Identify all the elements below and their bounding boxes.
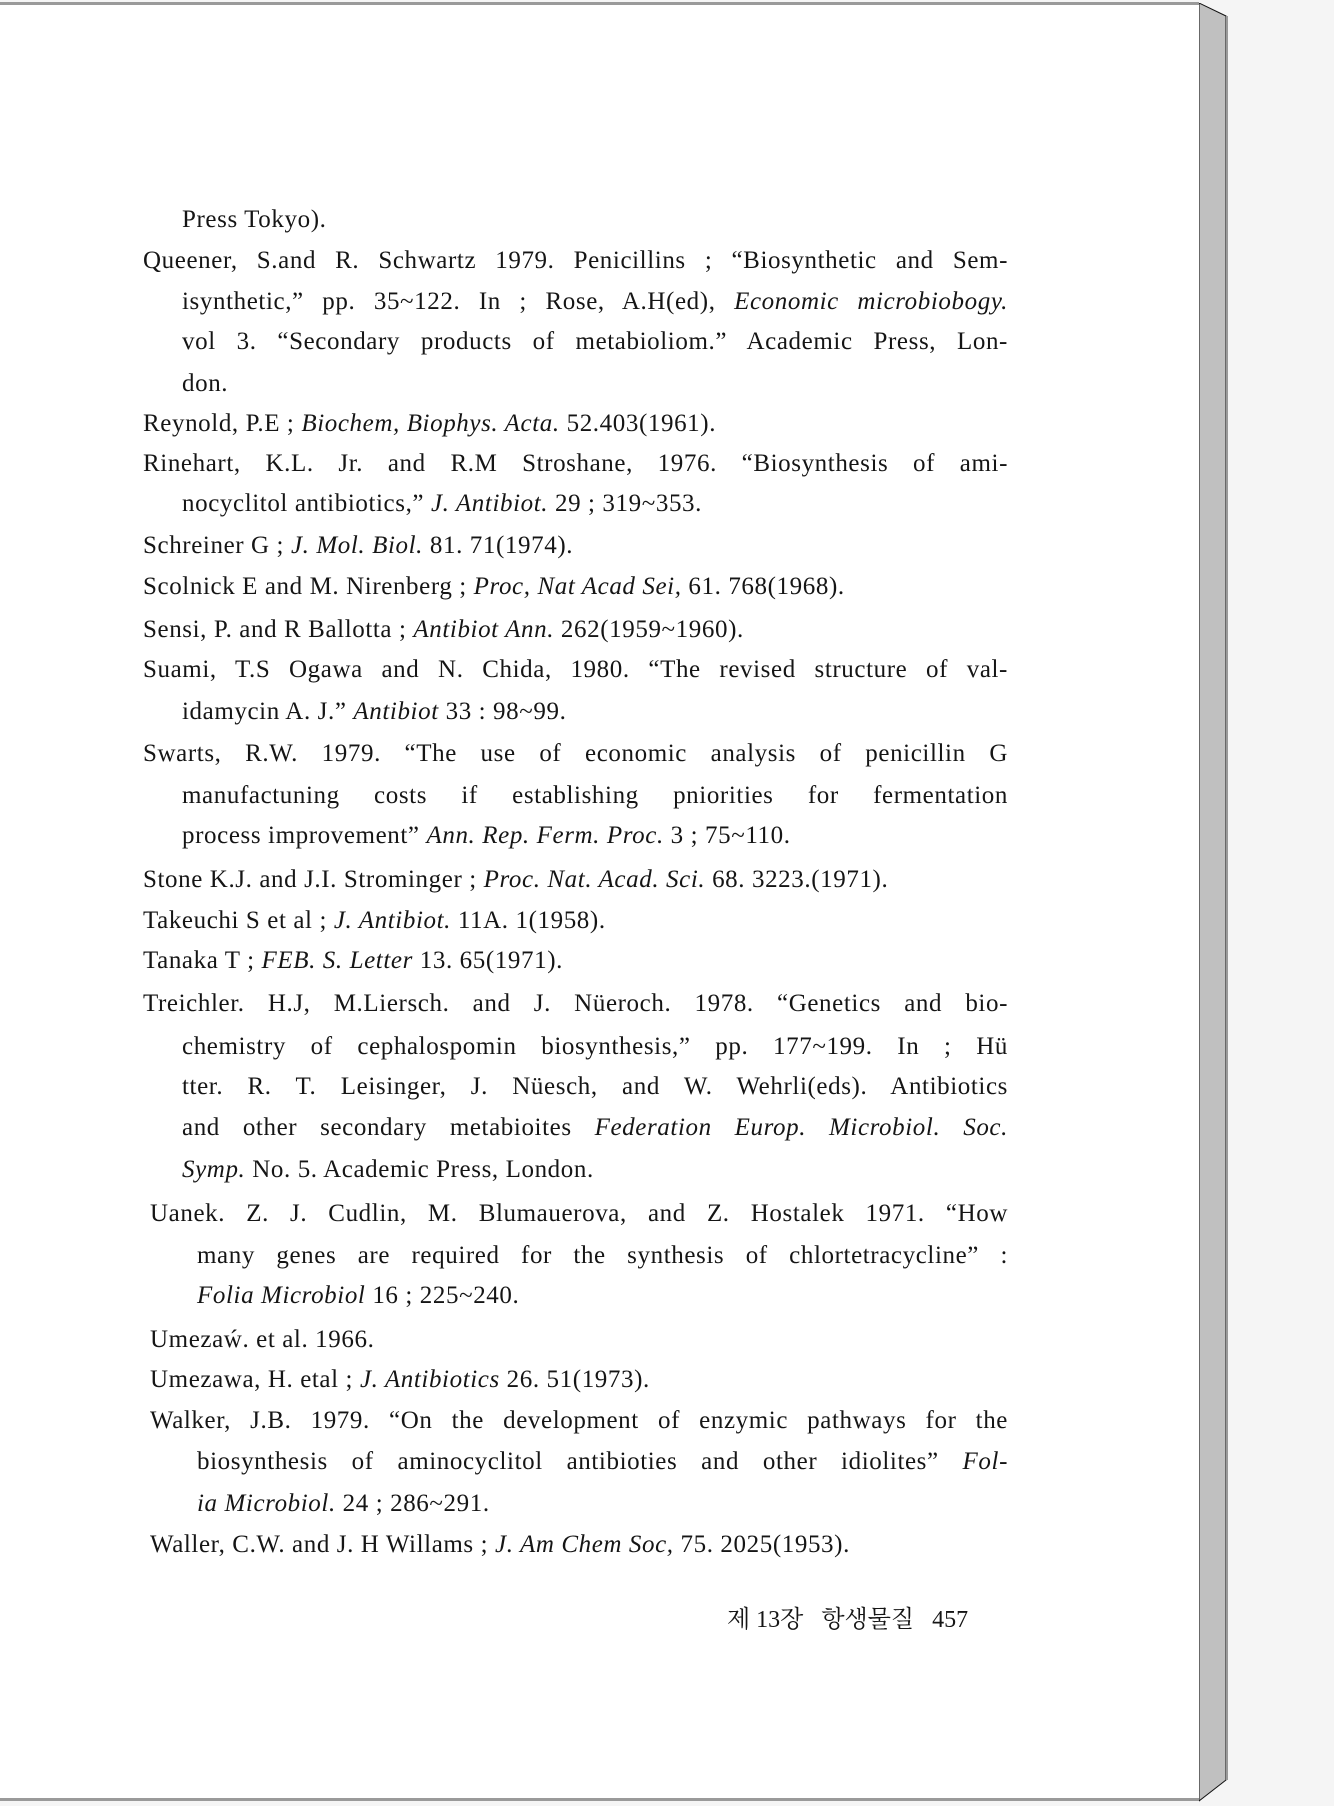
reference-text: Sensi, P. and R Ballotta ; bbox=[143, 616, 414, 643]
reference-text: idamycin A. J.” bbox=[182, 698, 354, 725]
reference-text: Reynold, P.E ; bbox=[143, 410, 302, 437]
reference-line bbox=[182, 697, 566, 727]
reference-text: isynthetic,” pp. 35~122. In ; Rose, A.H(ed), bbox=[182, 288, 735, 315]
journal-title: J. Antibiot. bbox=[430, 490, 549, 517]
reference-text: biosynthesis of aminocyclitol antibioties and other idiolites” bbox=[197, 1448, 963, 1475]
reference-line bbox=[182, 205, 326, 235]
reference-text: manufactuning costs if establishing pniorities for fermentation bbox=[182, 782, 1008, 809]
reference-text: Press Tokyo). bbox=[182, 206, 327, 233]
reference-line bbox=[143, 449, 1008, 479]
reference-line bbox=[197, 1241, 1008, 1271]
reference-text: Umezawa, H. etal ; bbox=[150, 1366, 360, 1393]
reference-line bbox=[143, 989, 1008, 1019]
reference-line bbox=[197, 1281, 519, 1311]
reference-text: 75. 2025(1953). bbox=[673, 1531, 850, 1558]
reference-text: 16 ; 225~240. bbox=[365, 1282, 520, 1309]
reference-line bbox=[150, 1365, 650, 1395]
reference-text: 29 ; 319~353. bbox=[548, 490, 703, 517]
reference-line bbox=[182, 369, 228, 399]
reference-text: No. 5. Academic Press, London. bbox=[245, 1156, 594, 1183]
reference-line bbox=[182, 327, 1008, 357]
journal-title: Federation Europ. Microbiol. Soc. bbox=[594, 1114, 1008, 1141]
journal-title: Symp. bbox=[182, 1156, 246, 1183]
reference-text: tter. R. T. Leisinger, J. Nüesch, and W. Wehrli(eds). Antibiotics bbox=[182, 1073, 1008, 1100]
reference-line bbox=[150, 1406, 1008, 1436]
reference-text: Queener, S.and R. Schwartz 1979. Penicillins ; “Biosynthetic and Sem- bbox=[143, 247, 1008, 274]
reference-text: 3 ; 75~110. bbox=[663, 822, 791, 849]
journal-title: Biochem, Biophys. Acta. bbox=[301, 410, 560, 437]
reference-line bbox=[143, 906, 606, 936]
reference-text: process improvement” bbox=[182, 822, 427, 849]
reference-text: don. bbox=[182, 370, 229, 397]
reference-text: Scolnick E and M. Nirenberg ; bbox=[143, 573, 474, 600]
reference-line bbox=[143, 246, 1008, 276]
reference-line bbox=[143, 946, 563, 976]
reference-text: Schreiner G ; bbox=[143, 532, 291, 559]
reference-text: 52.403(1961). bbox=[559, 410, 717, 437]
reference-text: Suami, T.S Ogawa and N. Chida, 1980. “The revised structure of val- bbox=[143, 656, 1008, 683]
reference-line bbox=[197, 1489, 490, 1519]
journal-title: J. Am Chem Soc, bbox=[495, 1531, 674, 1558]
reference-text: 262(1959~1960). bbox=[554, 616, 744, 643]
reference-text: 13. 65(1971). bbox=[412, 947, 563, 974]
reference-text: chemistry of cephalospomin biosynthesis,” pp. 177~199. In ; Hü bbox=[182, 1033, 1008, 1060]
reference-text: Umezaẃ. et al. 1966. bbox=[150, 1326, 375, 1353]
page-edge-shadow bbox=[1199, 3, 1229, 1803]
reference-text: and other secondary metabioites bbox=[182, 1114, 595, 1141]
chapter-title: 항생물질 bbox=[821, 1607, 915, 1633]
journal-title: Proc, Nat Acad Sei, bbox=[473, 573, 682, 600]
reference-text: 68. 3223.(1971). bbox=[705, 866, 889, 893]
reference-line bbox=[143, 615, 744, 645]
reference-text: Uanek. Z. J. Cudlin, M. Blumauerova, and Z. Hostalek 1971. “How bbox=[150, 1200, 1008, 1227]
reference-line bbox=[182, 287, 1008, 317]
reference-line bbox=[182, 1155, 594, 1185]
reference-line bbox=[182, 781, 1008, 811]
reference-text: Waller, C.W. and J. H Willams ; bbox=[150, 1531, 496, 1558]
reference-line bbox=[143, 531, 573, 561]
reference-text: many genes are required for the synthesis of chlortetracycline” : bbox=[197, 1242, 1008, 1269]
reference-line bbox=[182, 1032, 1008, 1062]
journal-title: ia Microbiol. bbox=[197, 1490, 336, 1517]
reference-line bbox=[143, 655, 1008, 685]
chapter-label: 제 13장 bbox=[727, 1607, 804, 1633]
reference-line bbox=[197, 1447, 1008, 1477]
journal-title: Proc. Nat. Acad. Sci. bbox=[483, 866, 706, 893]
reference-line bbox=[182, 821, 791, 851]
journal-title: Antibiot Ann. bbox=[413, 616, 555, 643]
reference-text: 61. 768(1968). bbox=[681, 573, 845, 600]
journal-title: Fol- bbox=[962, 1448, 1008, 1475]
reference-line bbox=[150, 1530, 850, 1560]
reference-text: 33 : 98~99. bbox=[438, 698, 567, 725]
reference-text: Swarts, R.W. 1979. “The use of economic analysis of penicillin G bbox=[143, 740, 1008, 767]
reference-text: Stone K.J. and J.I. Strominger ; bbox=[143, 866, 484, 893]
reference-text: Takeuchi S et al ; bbox=[143, 907, 334, 934]
reference-text: nocyclitol antibiotics,” bbox=[182, 490, 431, 517]
journal-title: FEB. S. Letter bbox=[261, 947, 413, 974]
reference-text: Rinehart, K.L. Jr. and R.M Stroshane, 1976. “Biosynthesis of ami- bbox=[143, 450, 1008, 477]
reference-line bbox=[150, 1199, 1008, 1229]
reference-text: 81. 71(1974). bbox=[423, 532, 574, 559]
reference-line bbox=[143, 409, 716, 439]
journal-title: Folia Microbiol bbox=[197, 1282, 366, 1309]
book-page bbox=[0, 2, 1199, 1801]
journal-title: J. Antibiot. bbox=[333, 907, 451, 934]
journal-title: Ann. Rep. Ferm. Proc. bbox=[426, 822, 664, 849]
reference-text: Treichler. H.J, M.Liersch. and J. Nüeroch. 1978. “Genetics and bio- bbox=[143, 990, 1008, 1017]
journal-title: Economic microbiobogy. bbox=[734, 288, 1008, 315]
journal-title: Antibiot bbox=[353, 698, 439, 725]
reference-line bbox=[150, 1325, 374, 1355]
journal-title: J. Mol. Biol. bbox=[290, 532, 424, 559]
reference-line bbox=[182, 1113, 1008, 1143]
reference-line bbox=[182, 1072, 1008, 1102]
reference-line bbox=[182, 489, 702, 519]
reference-text: 24 ; 286~291. bbox=[335, 1490, 490, 1517]
reference-line bbox=[143, 865, 888, 895]
reference-text: Tanaka T ; bbox=[143, 947, 262, 974]
reference-line bbox=[143, 739, 1008, 769]
page-number: 457 bbox=[932, 1607, 969, 1633]
reference-text: 11A. 1(1958). bbox=[451, 907, 606, 934]
reference-text: Walker, J.B. 1979. “On the development of enzymic pathways for the bbox=[150, 1407, 1008, 1434]
reference-text: 26. 51(1973). bbox=[499, 1366, 650, 1393]
reference-line bbox=[143, 572, 845, 602]
journal-title: J. Antibiotics bbox=[359, 1366, 500, 1393]
reference-text: vol 3. “Secondary products of metabioliom.” Academic Press, Lon- bbox=[182, 328, 1008, 355]
page-footer bbox=[727, 1605, 968, 1635]
